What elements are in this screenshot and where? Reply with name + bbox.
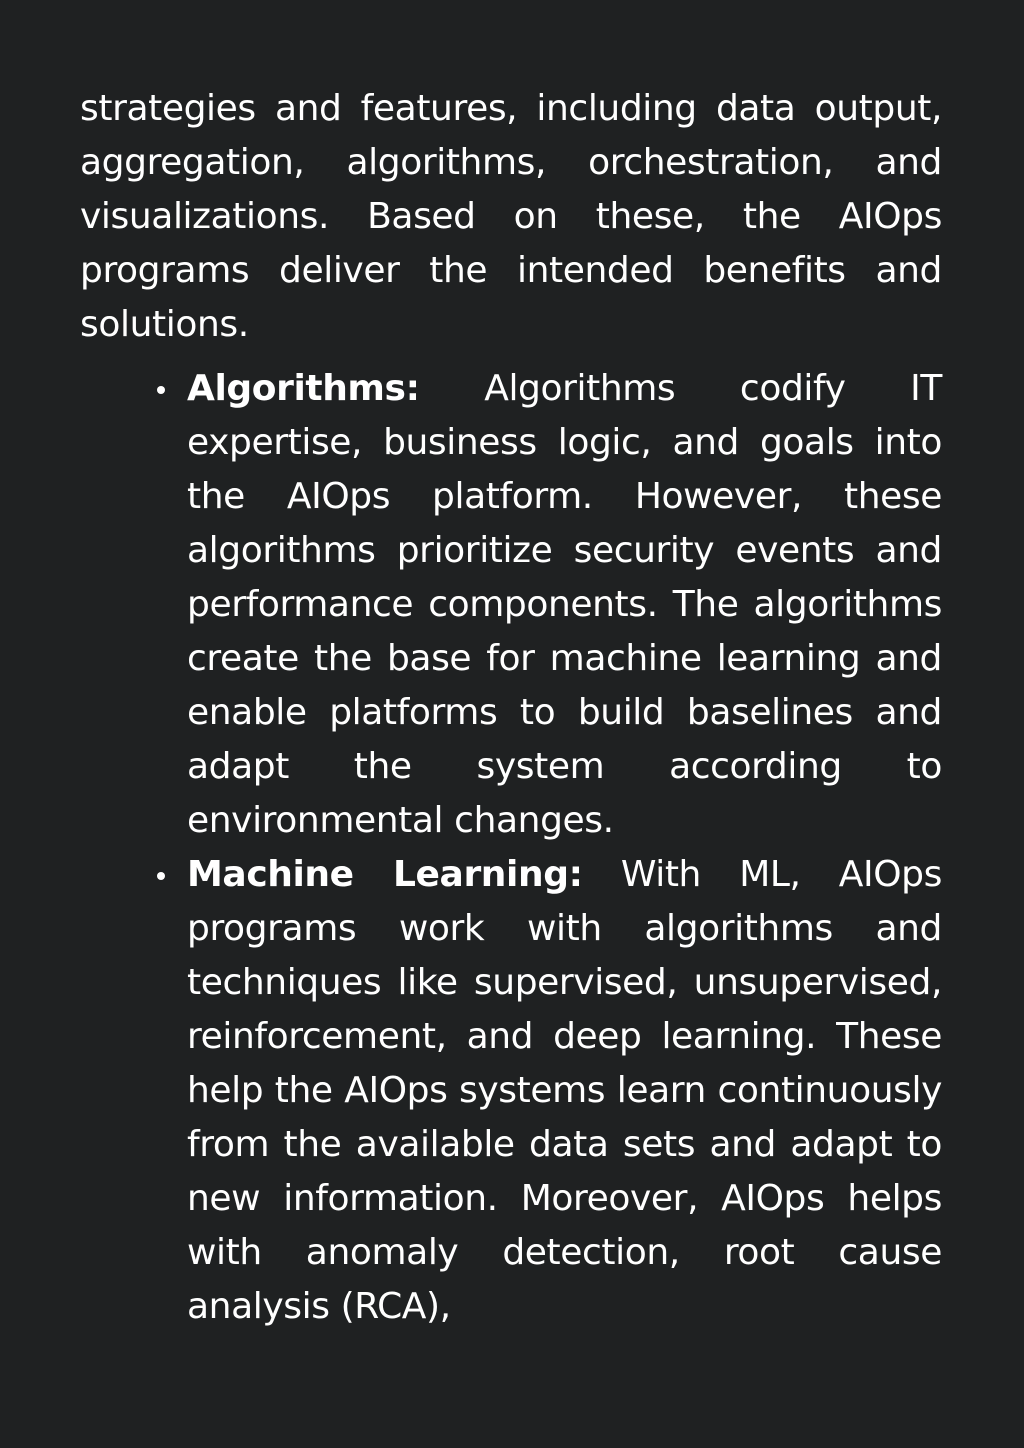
bullet-list <box>80 362 942 1334</box>
intro-paragraph: strategies and features, including data output, aggregation, algorithms, orchestration, and visualizations. Based on these, the AIOps programs deliver the intended benefits and solutions. <box>80 88 942 345</box>
bullet-text-algorithms: Algorithms codify IT expertise, business logic, and goals into the AIOps platform. However, these algorithms prioritize security events and performance components. The algorithms create the base for machine learning and enable platforms to build baselines and adapt the system according to environmental changes. <box>187 368 942 841</box>
document-page <box>80 82 942 1334</box>
bullet-term-machine-learning: Machine Learning: <box>187 854 583 895</box>
bullet-text-machine-learning: With ML, AIOps programs work with algorithms and techniques like supervised, unsupervised, reinforcement, and deep learning. These help the AIOps systems learn continuously from the available data sets and adapt to new information. Moreover, AIOps helps with anomaly detection, root cause analysis (RCA), <box>187 854 942 1327</box>
bullet-item-algorithms <box>187 362 942 848</box>
bullet-term-algorithms: Algorithms: <box>187 368 420 409</box>
bullet-item-machine-learning <box>187 848 942 1334</box>
